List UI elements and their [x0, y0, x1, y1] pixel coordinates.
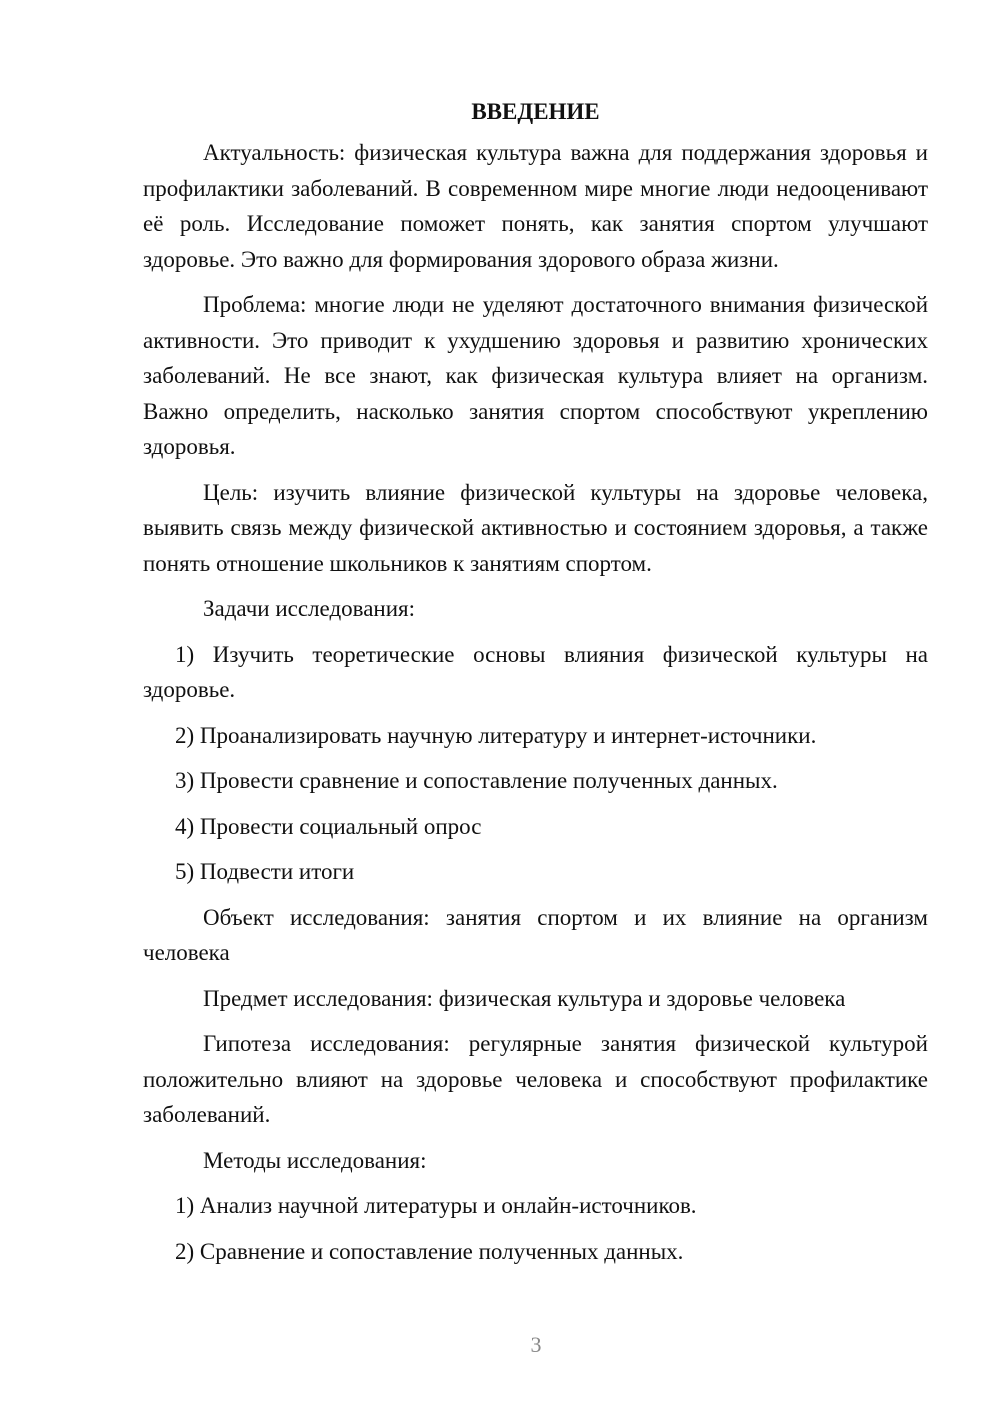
paragraph-subject: Предмет исследования: физическая культура и здоровье человека [203, 985, 846, 1011]
paragraph-problem: Проблема: многие люди не уделяют достаточного внимания физической активности. Это приводит к ухудшению здоровья и развитию хронических заболеваний. Не все знают, как физическая культура влияет на организм. Важно определить, насколько занятия спортом способствуют укреплению здоровья. [143, 292, 928, 459]
section-title: ВВЕДЕНИЕ [471, 99, 600, 124]
task-item-2: 2) Проанализировать научную литературу и интернет-источники. [175, 722, 817, 748]
method-item-1: 1) Анализ научной литературы и онлайн-источников. [175, 1193, 697, 1218]
task-item-4: 4) Провести социальный опрос [175, 813, 482, 839]
paragraph-object: Объект исследования: занятия спортом и их влияние на организм человека [143, 904, 928, 965]
paragraph-tasks-heading: Задачи исследования: [203, 596, 416, 621]
document-body [143, 95, 928, 1279]
task-item-3: 3) Провести сравнение и сопоставление полученных данных. [175, 768, 778, 793]
paragraph-methods-heading: Методы исследования: [203, 1147, 427, 1173]
page-number: 3 [530, 1332, 542, 1357]
task-item-5: 5) Подвести итоги [175, 859, 355, 884]
paragraph-hypothesis: Гипотеза исследования: регулярные занятия физической культурой положительно влияют на здоровье человека и способствуют профилактике заболеваний. [143, 1031, 928, 1127]
method-item-2: 2) Сравнение и сопоставление полученных данных. [175, 1238, 684, 1264]
task-item-1: 1) Изучить теоретические основы влияния физической культуры на здоровье. [143, 641, 928, 702]
paragraph-goal: Цель: изучить влияние физической культуры на здоровье человека, выявить связь между физической активностью и состоянием здоровья, а также понять отношение школьников к занятиям спортом. [143, 479, 928, 576]
paragraph-relevance: Актуальность: физическая культура важна для поддержания здоровья и профилактики заболеваний. В современном мире многие люди недооценивают её роль. Исследование поможет понять, как занятия спортом улучшают здоровье. Это важно для формирования здорового образа жизни. [143, 140, 928, 272]
